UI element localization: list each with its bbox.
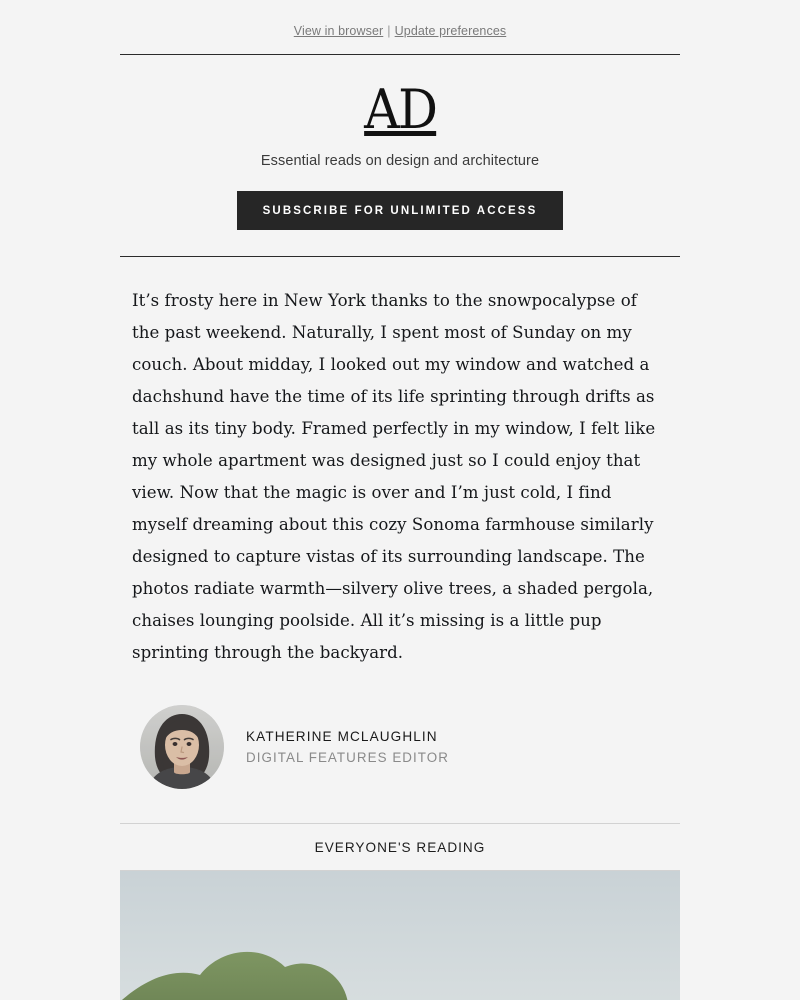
masthead-tagline: Essential reads on design and architecture xyxy=(260,153,540,169)
update-preferences-link[interactable]: Update preferences xyxy=(394,24,507,38)
email-body xyxy=(120,0,680,1000)
preheader-links xyxy=(120,18,680,54)
avatar xyxy=(140,705,224,789)
view-in-browser-link[interactable]: View in browser xyxy=(293,24,384,38)
letter-paragraph: It’s frosty here in New York thanks to the snowpocalypse of the past weekend. Naturally, I spent most of Sunday on my couch. About midday, I looked out my window and watched a dachshund have the time of its life sprinting through drifts as tall as its tiny body. Framed perfectly in my window, I felt like my whole apartment was designed just so I could enjoy that view. Now that the magic is over and I’m just cold, I find myself dreaming about this cozy Sonoma farmhouse similarly designed to capture vistas of its surrounding landscape. The photos radiate warmth—silvery olive trees, a shaded pergola, chaises lounging poolside. All it’s missing is a little pup sprinting through the backyard. xyxy=(132,291,656,662)
byline xyxy=(120,675,680,823)
hero-article-image[interactable] xyxy=(120,871,680,1000)
subscribe-button[interactable]: SUBSCRIBE FOR UNLIMITED ACCESS xyxy=(237,191,564,230)
ad-logo[interactable]: AD xyxy=(363,78,437,141)
byline-text xyxy=(224,727,449,767)
editor-letter xyxy=(120,257,680,675)
section-heading: EVERYONE'S READING xyxy=(120,823,680,871)
masthead xyxy=(120,55,680,256)
author-role: DIGITAL FEATURES EDITOR xyxy=(246,750,449,765)
preheader-separator: | xyxy=(387,24,391,38)
author-name: KATHERINE MCLAUGHLIN xyxy=(246,729,438,744)
